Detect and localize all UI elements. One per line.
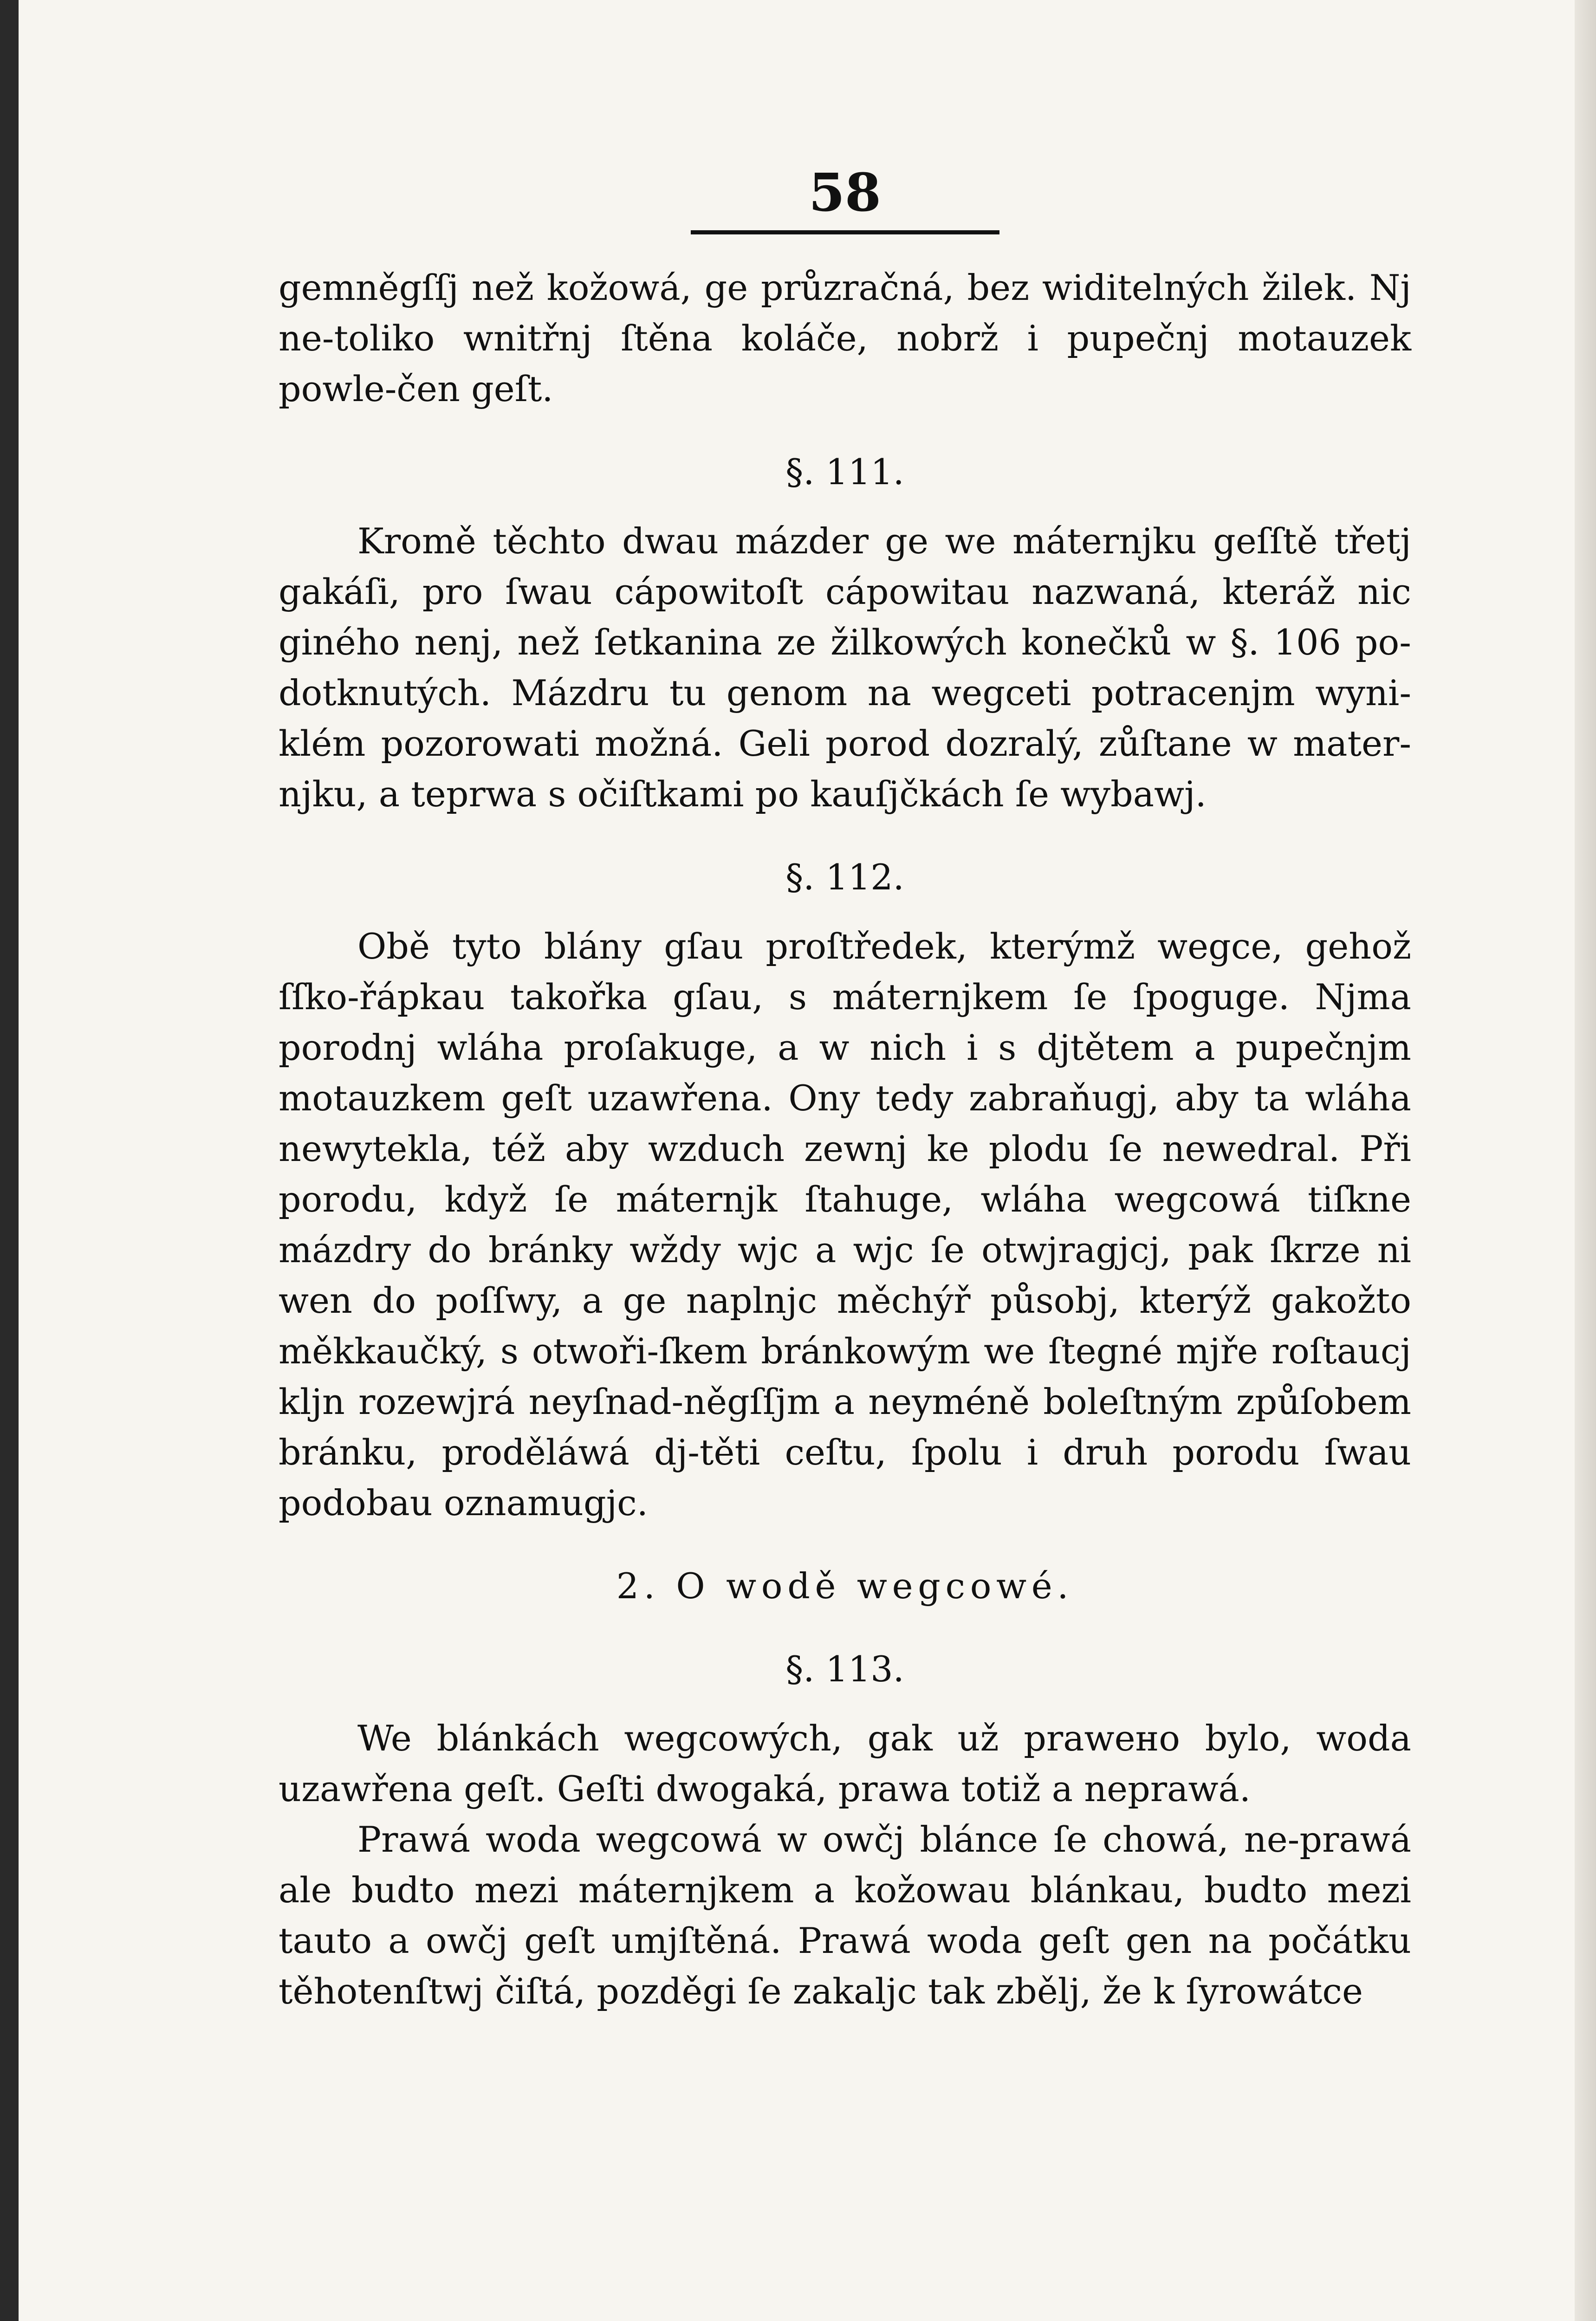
paragraph-112: Obě tyto blány gſau proſtředek, kterýmž wegce, gehož ſſko-řápkau takořka gſau, s máternjkem ſe ſpoguge. Njma porodnj wláha proſakuge, a w nich i s djtětem a pupečnjm motauzkem geſt uzawřena. Ony tedy zabraňugj, aby ta wláha newytekla, též aby wzduch zewnj ke plodu ſe newedral. Při porodu, když ſe máternjk ſtahuge, wláha wegcowá tiſkne mázdry do bránky wždy wjc a wjc ſe otwjragjcj, pak ſkrze ni wen do poſſwy, a ge naplnjc měchýř působj, kterýž gakožto měkkaučký, s otwoři-ſkem bránkowým we ſtegné mjře roſtaucj kljn rozewjrá neyſnad-něgſſjm a neyméně boleſtným způſobem bránku, proděláwá dj-těti ceſtu, ſpolu i druh porodu ſwau podobau oznamugjc. bbox=[279, 926, 1411, 1524]
paragraph-113a: We blánkách wegcowých, gak už prawено bylo, woda uzawřena geſt. Geſti dwogaká, prawa totiž a neprawá. bbox=[279, 1718, 1411, 1809]
paragraph-111: Kromě těchto dwau mázder ge we máternjku geſſtě třetj gakáſi, pro ſwau cápowitoſt cápowitau nazwaná, kteráž nic giného nenj, než ſetkanina ze žilkowých konečků w §. 106 po-dotknutých. Mázdru tu genom na wegceti potracenjm wyni-klém pozorowati možná. Geli porod dozralý, zůſtane w mater-njku, a teprwa s očiſtkami po kauſjčkách ſe wybawj. bbox=[279, 520, 1411, 815]
header-rule bbox=[691, 230, 999, 234]
page-content bbox=[279, 162, 1411, 2016]
subsection-title: 2. O wodě wegcowé. bbox=[616, 1565, 1074, 1607]
paragraph-intro: gemněgſſj než kožowá, ge průzračná, bez widitelných žilek. Nj ne-toliko wnitřnj ſtěna koláče, nobrž i pupečnj motauzek powle-čen geſt. bbox=[279, 267, 1411, 409]
section-heading-112: §. 112. bbox=[785, 856, 904, 898]
paragraph-113b: Prawá woda wegcowá w owčj blánce ſe chowá, ne-prawá ale budto mezi máternjkem a kožowau blánkau, budto mezi tauto a owčj geſt umjſtěná. Prawá woda geſt gen na počátku těhotenſtwj čiſtá, pozděgi ſe zakaljc tak zbělj, že k ſyrowátce bbox=[279, 1819, 1411, 2012]
page-number: 58 bbox=[809, 162, 881, 223]
section-heading-113: §. 113. bbox=[785, 1648, 904, 1690]
section-heading-111: §. 111. bbox=[785, 451, 904, 493]
